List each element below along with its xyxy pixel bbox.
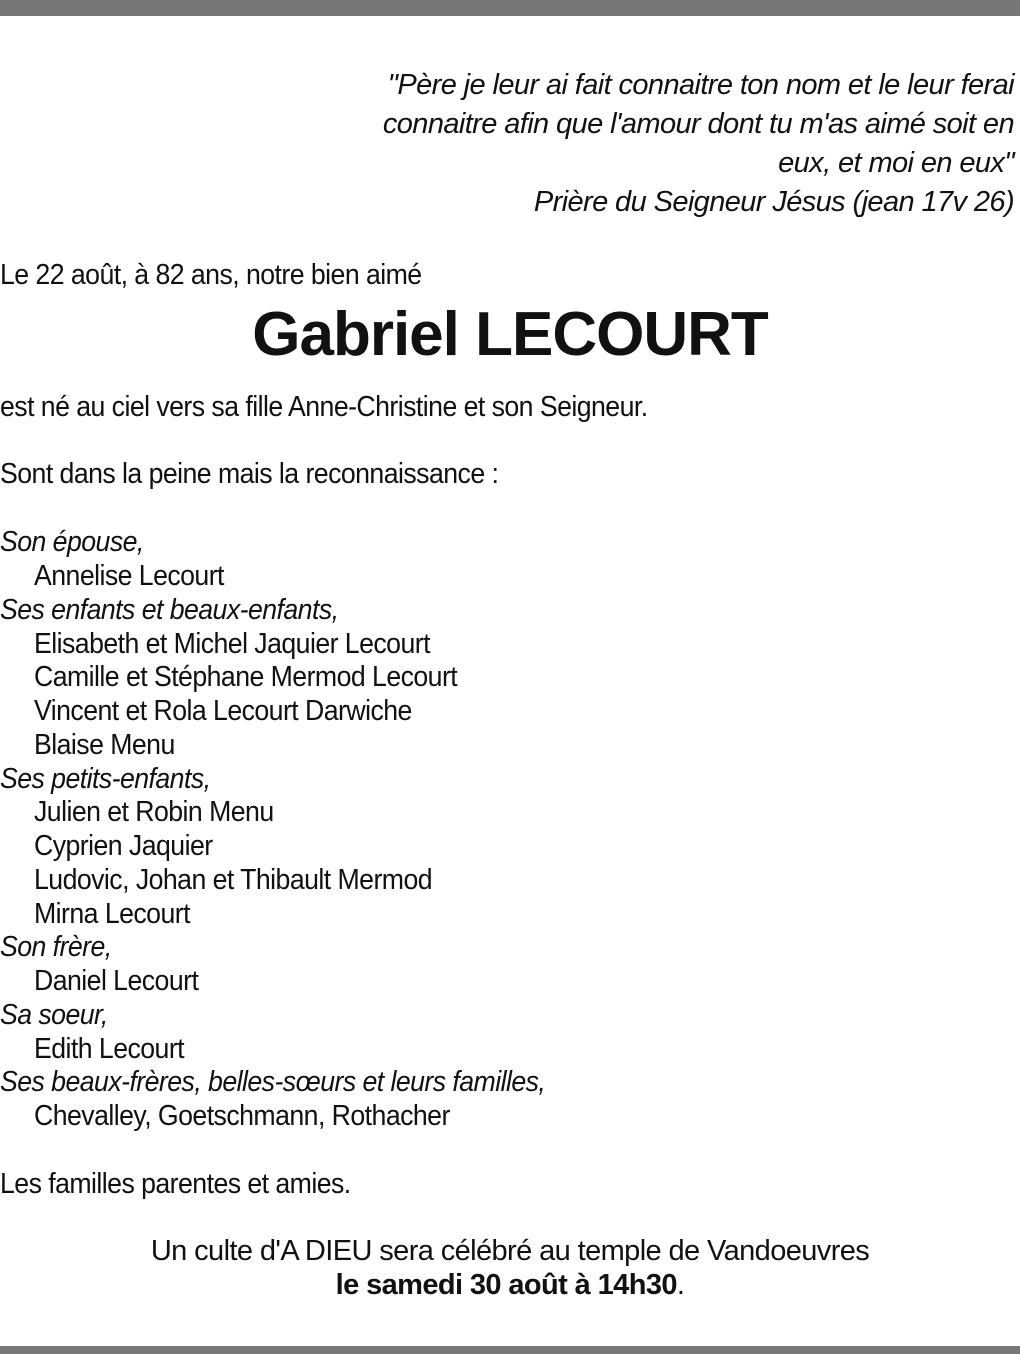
family-member: Elisabeth et Michel Jaquier Lecourt [34, 628, 430, 660]
relation-brother: Son frère, [0, 931, 112, 963]
relation-children: Ses enfants et beaux-enfants, [0, 594, 339, 626]
deceased-name: Gabriel LECOURT [252, 300, 768, 369]
relation-grandchildren: Ses petits-enfants, [0, 763, 211, 795]
family-member: Annelise Lecourt [34, 560, 224, 592]
mourners-intro: Sont dans la peine mais la reconnaissance : [0, 458, 499, 490]
relation-in-laws: Ses beaux-frères, belles-sœurs et leurs familles, [0, 1066, 546, 1098]
family-member: Camille et Stéphane Mermod Lecourt [34, 661, 458, 693]
bottom-border [0, 1346, 1020, 1354]
family-member: Ludovic, Johan et Thibault Mermod [34, 864, 433, 896]
service-announcement: Un culte d'A DIEU sera célébré au temple de Vandoeuvres [150, 1235, 870, 1267]
announcement-intro: Le 22 août, à 82 ans, notre bien aimé [0, 259, 422, 291]
family-member: Blaise Menu [34, 729, 175, 761]
family-member: Julien et Robin Menu [34, 796, 274, 828]
quote-line: eux, et moi en eux" [778, 147, 1014, 179]
quote-reference: Prière du Seigneur Jésus (jean 17v 26) [533, 186, 1014, 218]
relation-sister: Sa soeur, [0, 999, 108, 1031]
family-member: Chevalley, Goetschmann, Rothacher [34, 1100, 450, 1132]
family-member: Edith Lecourt [34, 1033, 185, 1065]
relation-spouse: Son épouse, [0, 526, 144, 558]
service-date-line [0, 1268, 1020, 1302]
announcement-outro: est né au ciel vers sa fille Anne-Christine et son Seigneur. [0, 391, 648, 423]
family-member: Mirna Lecourt [34, 898, 190, 930]
service-date: le samedi 30 août à 14h30 [335, 1269, 677, 1301]
family-member: Vincent et Rola Lecourt Darwiche [34, 695, 412, 727]
quote-line: "Père je leur ai fait connaitre ton nom et le leur ferai [387, 69, 1014, 101]
service-date-suffix: . [676, 1269, 685, 1301]
quote-line: connaitre afin que l'amour dont tu m'as aimé soit en [382, 108, 1014, 140]
scripture-quote [314, 66, 1014, 222]
family-member: Daniel Lecourt [34, 965, 199, 997]
families-closing: Les familles parentes et amies. [0, 1168, 351, 1200]
family-member: Cyprien Jaquier [34, 830, 213, 862]
top-border [0, 0, 1020, 16]
